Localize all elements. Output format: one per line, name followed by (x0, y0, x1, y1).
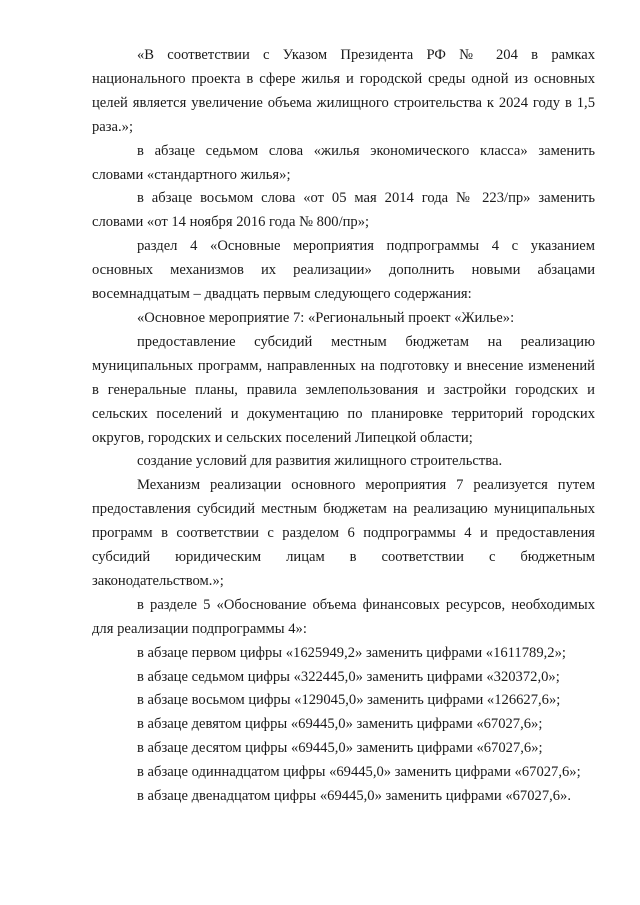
paragraph-abzac-11: в абзаце одиннадцатом цифры «69445,0» заменить цифрами «67027,6»; (137, 764, 581, 781)
paragraph-abzac-9: в абзаце девятом цифры «69445,0» заменить цифрами «67027,6»; (137, 716, 543, 733)
paragraph-amend-8: в абзаце восьмом слова «от 05 мая 2014 года № 223/пр» заменить словами «от 14 ноября 2016 года № 800/пр»; (92, 190, 595, 231)
paragraph-abzac-12: в абзаце двенадцатом цифры «69445,0» заменить цифрами «67027,6». (137, 788, 572, 805)
paragraph-section-5: в разделе 5 «Обоснование объема финансовых ресурсов, необходимых для реализации подпрограммы 4»: (92, 596, 595, 637)
paragraph-abzac-8: в абзаце восьмом цифры «129045,0» заменить цифрами «126627,6»; (137, 692, 561, 709)
paragraph-abzac-10: в абзаце десятом цифры «69445,0» заменить цифрами «67027,6»; (137, 740, 543, 757)
paragraph-conditions: создание условий для развития жилищного строительства. (137, 453, 503, 470)
paragraph-abzac-1: в абзаце первом цифры «1625949,2» заменить цифрами «1611789,2»; (137, 644, 566, 661)
paragraph-subsidies: предоставление субсидий местным бюджетам на реализацию муниципальных программ, направленных на подготовку и внесение изменений в генеральные планы, правила землепользования и застройки городских и сельских поселений и документацию по планировке территорий городских округов, городских и сельских поселений Липецкой области; (92, 333, 595, 446)
paragraph-amend-7: в абзаце седьмом слова «жилья экономического класса» заменить словами «стандартного жилья»; (92, 142, 595, 183)
paragraph-section-4: раздел 4 «Основные мероприятия подпрограммы 4 с указанием основных механизмов их реализации» дополнить новыми абзацами восемнадцатым – двадцать первым следующего содержания: (92, 238, 595, 303)
paragraph-mechanism: Механизм реализации основного мероприятия 7 реализуется путем предоставления субсидий местным бюджетам на реализацию муниципальных программ в соответствии с разделом 6 подпрограммы 4 и предоставления субсидий юридическим лицам в соответствии с бюджетным законодательством.»; (92, 477, 595, 589)
paragraph-main-event-7: «Основное мероприятие 7: «Региональный проект «Жилье»: (137, 309, 515, 326)
paragraph-abzac-7: в абзаце седьмом цифры «322445,0» заменить цифрами «320372,0»; (137, 668, 560, 685)
paragraph-quote-decree: «В соответствии с Указом Президента РФ № 204 в рамках национального проекта в сфере жилья и городской среды одной из основных целей является увеличение объема жилищного строительства к 2024 году в 1,5 раза.»; (92, 47, 595, 135)
document-body (92, 44, 595, 809)
